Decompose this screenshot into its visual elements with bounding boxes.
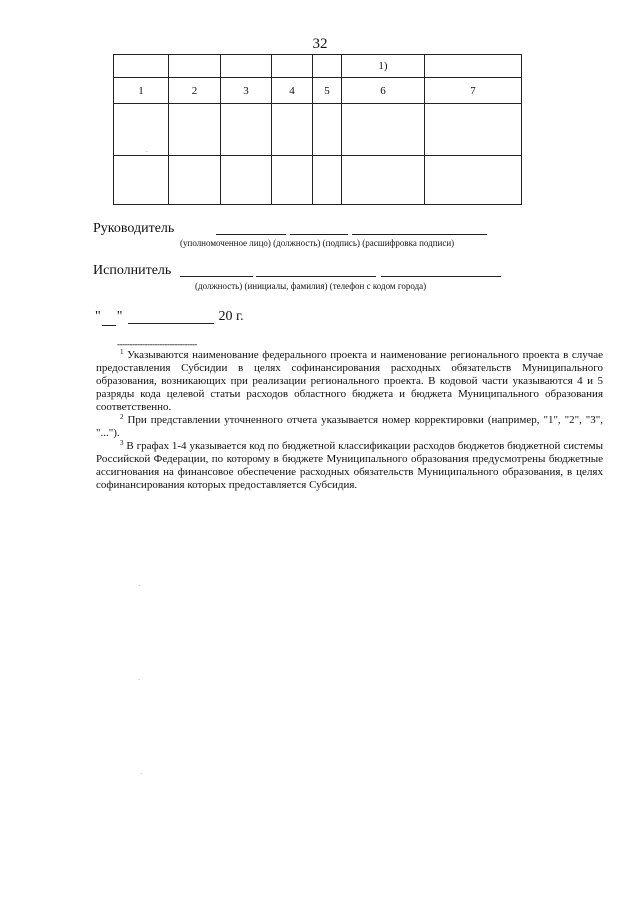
table-header-cell (221, 55, 272, 78)
footnote-text: В графах 1-4 указывается код по бюджетной классификации расходов бюджетов бюджетной системы Российской Федерации, по которому в бюджете Муниципального образования предусмотрены бюджетные ассигнования на финансовое обеспечение расходных обязательств Муниципального образования, в целях софинансирования которых предоставляется Субсидия. (96, 440, 604, 491)
column-number: 5 (313, 78, 342, 104)
executor-name-line (256, 276, 376, 277)
footnote-1 (96, 349, 603, 414)
table-cell (272, 156, 313, 205)
table-header-row (114, 55, 522, 78)
executor-phone-line (381, 276, 501, 277)
date-quote-open: " (95, 309, 101, 324)
footnote-2 (96, 414, 603, 440)
head-caption: (уполномоченное лицо) (должность) (подпись) (расшифровка подписи) (180, 238, 455, 248)
table-cell (114, 156, 169, 205)
scan-speck: · (138, 582, 141, 590)
column-number: 1 (114, 78, 169, 104)
table-cell (221, 104, 272, 156)
table-row (114, 156, 522, 205)
table-cell (425, 156, 522, 205)
column-number: 6 (342, 78, 425, 104)
executor-label: Исполнитель (93, 263, 172, 278)
column-number: 7 (425, 78, 522, 104)
table-cell (169, 104, 221, 156)
date-day-blank (102, 309, 116, 326)
column-number: 3 (221, 78, 272, 104)
head-role-line (216, 234, 286, 235)
table-header-cell (272, 55, 313, 78)
table-cell (342, 156, 425, 205)
footnote-marker: 1 (120, 348, 124, 356)
table-cell (313, 156, 342, 205)
executor-position-line (180, 276, 253, 277)
table-cell (272, 104, 313, 156)
table-header-note: 1) (342, 55, 425, 78)
table-header-cell (114, 55, 169, 78)
date-year-suffix: 20 г. (218, 309, 244, 324)
head-label: Руководитель (93, 221, 175, 236)
date-quote-close: " (116, 309, 123, 324)
footnote-text: Указываются наименование федерального проекта и наименование регионального проекта в случае предоставления Субсидии в целях софинансирования расходных обязательств Муниципального образования, возникающих при реализации регионального проекта. В кодовой части указываются 4 и 5 разряды кода целевой статьи расходов областного бюджета и бюджета Муниципального образования соответственно. (96, 349, 604, 413)
table-cell (221, 156, 272, 205)
table-column-number-row (114, 78, 522, 104)
footnotes (96, 349, 603, 492)
executor-caption: (должность) (инициалы, фамилия) (телефон с кодом города) (195, 281, 427, 291)
head-signature-line (352, 234, 487, 235)
table-cell (114, 104, 169, 156)
footnote-3 (96, 440, 603, 492)
table-row (114, 104, 522, 156)
table-header-cell (169, 55, 221, 78)
table-cell (169, 156, 221, 205)
table-header-cell (313, 55, 342, 78)
scan-speck: · (138, 676, 141, 684)
footnote-marker: 2 (120, 413, 124, 421)
page-number: 32 (312, 36, 328, 52)
scan-speck: · (140, 770, 143, 778)
date-line (95, 307, 244, 326)
head-position-line (290, 234, 348, 235)
footnote-marker: 3 (120, 439, 124, 447)
scan-speck: . (146, 146, 148, 154)
report-table (113, 54, 522, 205)
table-cell (425, 104, 522, 156)
table-cell (342, 104, 425, 156)
footnote-separator: -------------------------------- (117, 339, 197, 349)
table-header-cell (425, 55, 522, 78)
column-number: 2 (169, 78, 221, 104)
table-cell (313, 104, 342, 156)
column-number: 4 (272, 78, 313, 104)
footnote-text: При представлении уточненного отчета указывается номер корректировки (например, "1", "2", "3", "..."). (96, 414, 603, 439)
date-month-blank (128, 307, 214, 324)
